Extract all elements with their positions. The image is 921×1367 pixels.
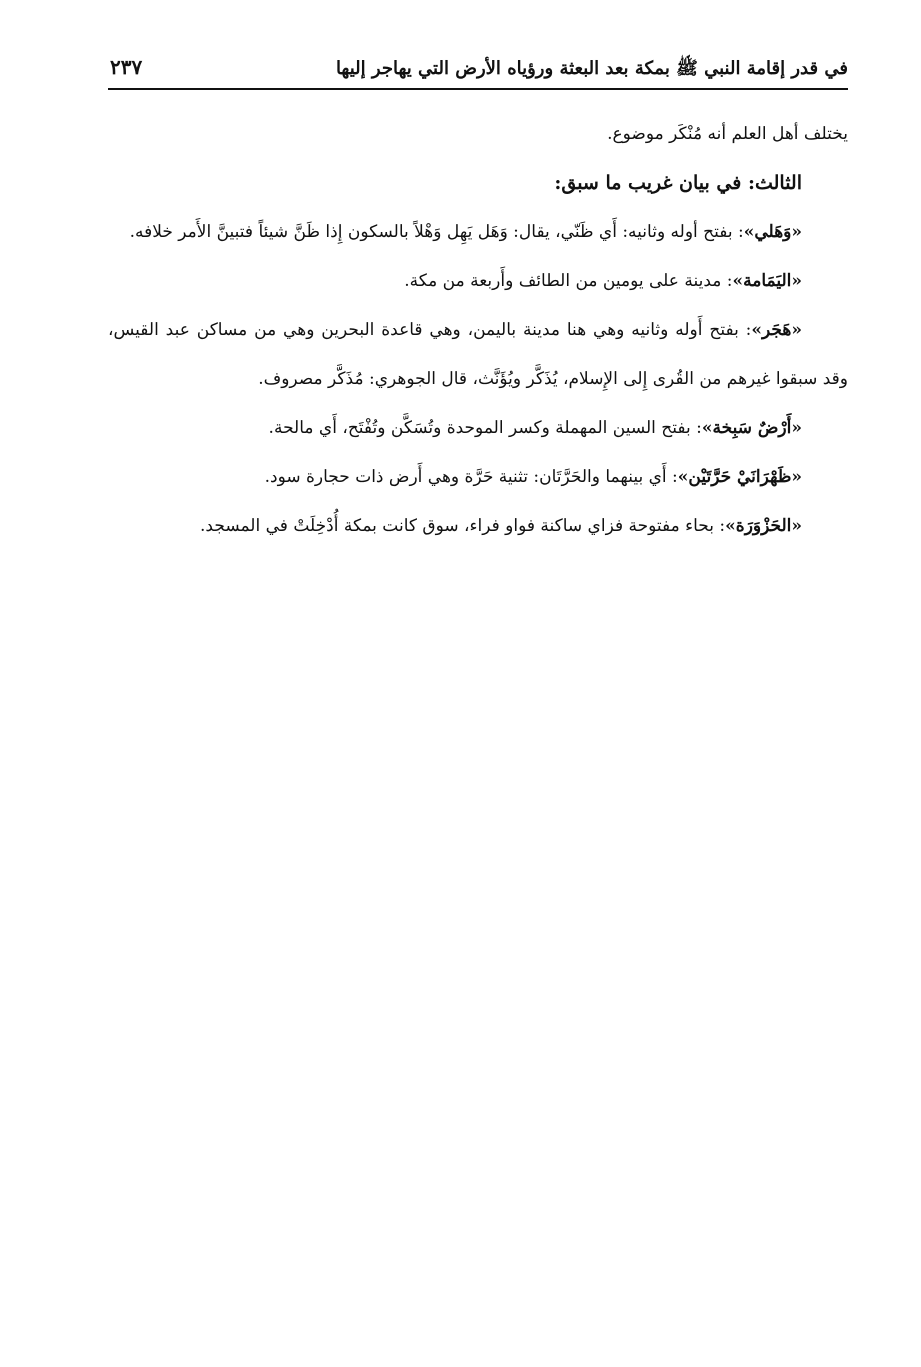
gloss-term: «الحَزْوَرَة» (725, 516, 802, 536)
gloss-term: «اليَمَامة» (732, 271, 802, 291)
opening-line: يختلف أهل العلم أنه مُنْكَر موضوع. (607, 124, 848, 144)
gloss-term: «أَرْضٌ سَبِخة» (701, 418, 802, 438)
gloss-definition: : مدينة على يومين من الطائف وأَربعة من مكة. (404, 271, 733, 291)
gloss-entry-hajar (108, 306, 848, 404)
gloss-definition: : بفتح السين المهملة وكسر الموحدة وتُسَكَّن وتُفْتَح، أَي مالحة. (268, 418, 702, 438)
gloss-definition: : أَي بينهما والحَرَّتَان: تثنية حَرَّة وهي أَرض ذات حجارة سود. (264, 467, 678, 487)
gloss-entry-wahli (108, 208, 848, 257)
gloss-definition: : بفتح أَوله وثانيه وهي هنا مدينة باليمن، وهي قاعدة البحرين وهي من مساكن عبد القيس، وقد سبقوا غيرهم من القُرى إِلى الإِسلام، يُذَكَّر ويُؤَنَّث، قال الجوهري: مُذَكَّر مصروف. (108, 320, 848, 389)
gloss-entry-harratayn (108, 453, 848, 502)
body-text (108, 110, 848, 551)
running-title: في قدر إقامة النبي ﷺ بمكة بعد البعثة ورؤياه الأرض التي يهاجر إليها (335, 58, 848, 79)
gloss-term: «وَهَلي» (743, 222, 802, 242)
running-header (108, 52, 848, 90)
gloss-entry-hazwara (108, 502, 848, 551)
section-heading: الثالث: في بيان غريب ما سبق: (554, 172, 802, 194)
gloss-term: «هَجَر» (751, 320, 802, 340)
gloss-entry-ard-sabikha (108, 404, 848, 453)
gloss-entry-yamama (108, 257, 848, 306)
gloss-definition: : بفتح أوله وثانيه: أَي ظَنّي، يقال: وَهَل يَهِل وَهْلاً بالسكون إِذا ظَنَّ شيئاً فتبينَّ الأَمر خلافه. (129, 222, 744, 242)
page-number: ٢٣٧ (110, 55, 143, 79)
book-page (108, 52, 848, 551)
gloss-term: «ظَهْرَانَيْ حَرَّتَيْن» (677, 467, 802, 487)
gloss-definition: : بحاء مفتوحة فزاي ساكنة فواو فراء، سوق كانت بمكة أُدْخِلَتْ في المسجد. (200, 516, 726, 536)
